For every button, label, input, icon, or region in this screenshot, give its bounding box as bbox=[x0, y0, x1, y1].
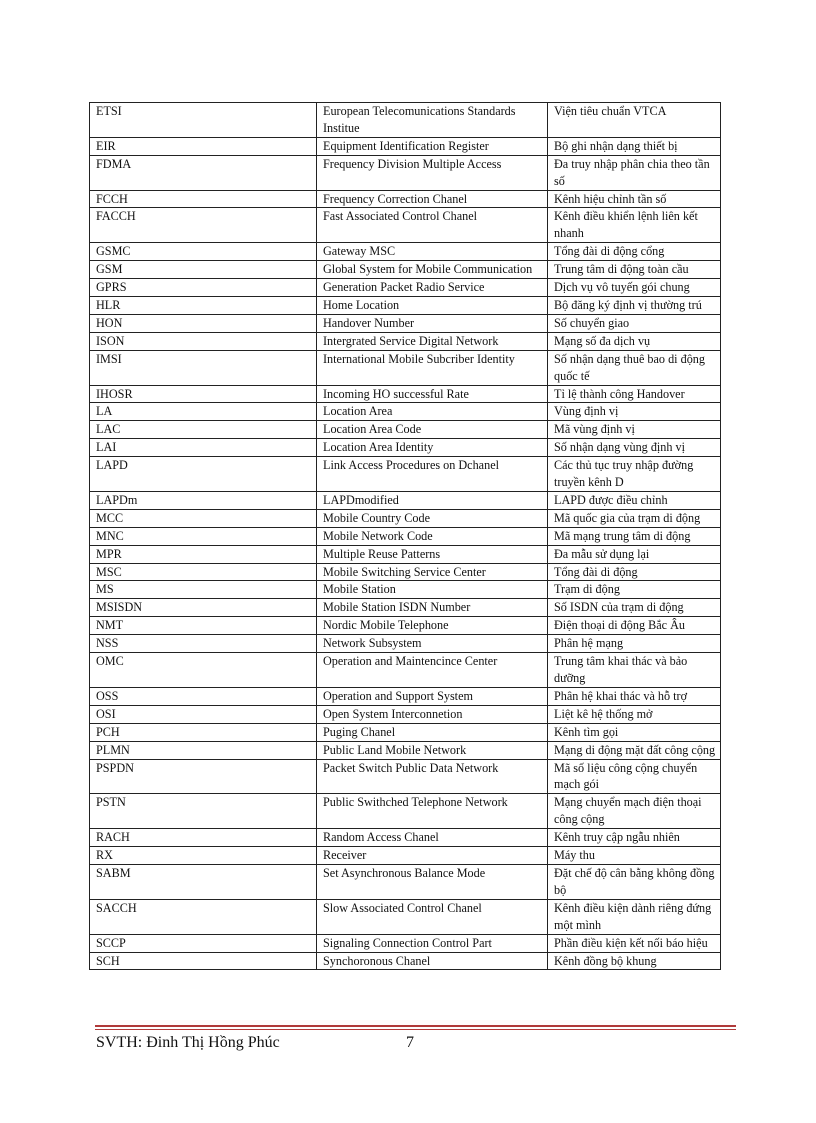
abbreviation-cell: LAI bbox=[90, 439, 317, 457]
vietnamese-term-cell: LAPD được điều chỉnh bbox=[548, 491, 721, 509]
abbreviation-cell: SACCH bbox=[90, 899, 317, 934]
abbreviation-cell: FCCH bbox=[90, 190, 317, 208]
abbreviation-cell: SCH bbox=[90, 952, 317, 970]
table-row bbox=[90, 687, 721, 705]
english-term-cell: Operation and Maintencince Center bbox=[317, 653, 548, 688]
table-row bbox=[90, 155, 721, 190]
english-term-cell: Signaling Connection Control Part bbox=[317, 934, 548, 952]
vietnamese-term-cell: Kênh đồng bộ khung bbox=[548, 952, 721, 970]
abbreviation-cell: IMSI bbox=[90, 350, 317, 385]
english-term-cell: European Telecomunications Standards Institue bbox=[317, 103, 548, 138]
abbreviation-table-body bbox=[90, 103, 721, 970]
table-row bbox=[90, 491, 721, 509]
english-term-cell: Multiple Reuse Patterns bbox=[317, 545, 548, 563]
abbreviation-cell: PLMN bbox=[90, 741, 317, 759]
vietnamese-term-cell: Trạm di động bbox=[548, 581, 721, 599]
english-term-cell: Receiver bbox=[317, 847, 548, 865]
abbreviation-cell: MPR bbox=[90, 545, 317, 563]
english-term-cell: LAPDmodified bbox=[317, 491, 548, 509]
abbreviation-cell: FACCH bbox=[90, 208, 317, 243]
abbreviation-cell: PSTN bbox=[90, 794, 317, 829]
table-row bbox=[90, 829, 721, 847]
vietnamese-term-cell: Phân hệ mạng bbox=[548, 635, 721, 653]
abbreviation-cell: ETSI bbox=[90, 103, 317, 138]
table-row bbox=[90, 759, 721, 794]
english-term-cell: Generation Packet Radio Service bbox=[317, 279, 548, 297]
abbreviation-cell: NMT bbox=[90, 617, 317, 635]
english-term-cell: International Mobile Subcriber Identity bbox=[317, 350, 548, 385]
abbreviation-table bbox=[89, 102, 721, 970]
vietnamese-term-cell: Bộ ghi nhận dạng thiết bị bbox=[548, 137, 721, 155]
english-term-cell: Puging Chanel bbox=[317, 723, 548, 741]
abbreviation-cell: LAPD bbox=[90, 457, 317, 492]
vietnamese-term-cell: Trung tâm khai thác và bảo dưỡng bbox=[548, 653, 721, 688]
english-term-cell: Operation and Support System bbox=[317, 687, 548, 705]
table-row bbox=[90, 741, 721, 759]
english-term-cell: Mobile Switching Service Center bbox=[317, 563, 548, 581]
table-row bbox=[90, 723, 721, 741]
english-term-cell: Slow Associated Control Chanel bbox=[317, 899, 548, 934]
vietnamese-term-cell: Điện thoại di động Bắc Âu bbox=[548, 617, 721, 635]
vietnamese-term-cell: Tổng đài di động bbox=[548, 563, 721, 581]
abbreviation-cell: PSPDN bbox=[90, 759, 317, 794]
abbreviation-cell: ISON bbox=[90, 332, 317, 350]
vietnamese-term-cell: Số nhận dạng thuê bao di động quốc tế bbox=[548, 350, 721, 385]
table-row bbox=[90, 952, 721, 970]
english-term-cell: Public Swithched Telephone Network bbox=[317, 794, 548, 829]
table-row bbox=[90, 934, 721, 952]
abbreviation-cell: GSM bbox=[90, 261, 317, 279]
english-term-cell: Link Access Procedures on Dchanel bbox=[317, 457, 548, 492]
table-row bbox=[90, 350, 721, 385]
vietnamese-term-cell: Tổng đài di động cổng bbox=[548, 243, 721, 261]
abbreviation-cell: MNC bbox=[90, 527, 317, 545]
table-row bbox=[90, 545, 721, 563]
table-row bbox=[90, 563, 721, 581]
footer-rule-thick bbox=[95, 1025, 736, 1027]
abbreviation-cell: OMC bbox=[90, 653, 317, 688]
vietnamese-term-cell: Mã quốc gia của trạm di động bbox=[548, 509, 721, 527]
vietnamese-term-cell: Số nhận dạng vùng định vị bbox=[548, 439, 721, 457]
abbreviation-cell: MS bbox=[90, 581, 317, 599]
vietnamese-term-cell: Số chuyển giao bbox=[548, 314, 721, 332]
abbreviation-cell: RX bbox=[90, 847, 317, 865]
abbreviation-cell: HLR bbox=[90, 296, 317, 314]
english-term-cell: Frequency Correction Chanel bbox=[317, 190, 548, 208]
table-row bbox=[90, 314, 721, 332]
vietnamese-term-cell: Các thủ tục truy nhập đường truyền kênh D bbox=[548, 457, 721, 492]
abbreviation-cell: MSISDN bbox=[90, 599, 317, 617]
table-row bbox=[90, 527, 721, 545]
table-row bbox=[90, 261, 721, 279]
abbreviation-cell: OSI bbox=[90, 705, 317, 723]
vietnamese-term-cell: Kênh tìm gọi bbox=[548, 723, 721, 741]
english-term-cell: Synchoronous Chanel bbox=[317, 952, 548, 970]
vietnamese-term-cell: Phần điều kiện kết nối báo hiệu bbox=[548, 934, 721, 952]
vietnamese-term-cell: Đa truy nhập phân chia theo tần số bbox=[548, 155, 721, 190]
english-term-cell: Intergrated Service Digital Network bbox=[317, 332, 548, 350]
vietnamese-term-cell: Mạng số đa dịch vụ bbox=[548, 332, 721, 350]
table-row bbox=[90, 103, 721, 138]
english-term-cell: Random Access Chanel bbox=[317, 829, 548, 847]
abbreviation-cell: GSMC bbox=[90, 243, 317, 261]
vietnamese-term-cell: Kênh hiệu chỉnh tần số bbox=[548, 190, 721, 208]
vietnamese-term-cell: Dịch vụ vô tuyến gói chung bbox=[548, 279, 721, 297]
vietnamese-term-cell: Tỉ lệ thành công Handover bbox=[548, 385, 721, 403]
english-term-cell: Frequency Division Multiple Access bbox=[317, 155, 548, 190]
english-term-cell: Nordic Mobile Telephone bbox=[317, 617, 548, 635]
english-term-cell: Public Land Mobile Network bbox=[317, 741, 548, 759]
table-row bbox=[90, 332, 721, 350]
english-term-cell: Incoming HO successful Rate bbox=[317, 385, 548, 403]
vietnamese-term-cell: Kênh điều kiện dành riêng đứng một mình bbox=[548, 899, 721, 934]
english-term-cell: Mobile Network Code bbox=[317, 527, 548, 545]
table-row bbox=[90, 403, 721, 421]
abbreviation-cell: LA bbox=[90, 403, 317, 421]
table-row bbox=[90, 457, 721, 492]
abbreviation-cell: SCCP bbox=[90, 934, 317, 952]
vietnamese-term-cell: Mã số liệu công cộng chuyển mạch gói bbox=[548, 759, 721, 794]
english-term-cell: Fast Associated Control Chanel bbox=[317, 208, 548, 243]
english-term-cell: Location Area Code bbox=[317, 421, 548, 439]
table-row bbox=[90, 847, 721, 865]
abbreviation-cell: RACH bbox=[90, 829, 317, 847]
table-row bbox=[90, 635, 721, 653]
vietnamese-term-cell: Trung tâm di động toàn cầu bbox=[548, 261, 721, 279]
english-term-cell: Open System Interconnetion bbox=[317, 705, 548, 723]
vietnamese-term-cell: Liệt kê hệ thống mở bbox=[548, 705, 721, 723]
table-row bbox=[90, 208, 721, 243]
vietnamese-term-cell: Đa mẫu sử dụng lại bbox=[548, 545, 721, 563]
vietnamese-term-cell: Mạng chuyển mạch điện thoại công cộng bbox=[548, 794, 721, 829]
vietnamese-term-cell: Bộ đăng ký định vị thường trú bbox=[548, 296, 721, 314]
table-row bbox=[90, 653, 721, 688]
english-term-cell: Location Area Identity bbox=[317, 439, 548, 457]
table-row bbox=[90, 296, 721, 314]
abbreviation-cell: IHOSR bbox=[90, 385, 317, 403]
english-term-cell: Network Subsystem bbox=[317, 635, 548, 653]
table-row bbox=[90, 899, 721, 934]
abbreviation-cell: FDMA bbox=[90, 155, 317, 190]
abbreviation-cell: LAPDm bbox=[90, 491, 317, 509]
english-term-cell: Gateway MSC bbox=[317, 243, 548, 261]
table-row bbox=[90, 581, 721, 599]
abbreviation-cell: GPRS bbox=[90, 279, 317, 297]
abbreviation-cell: MSC bbox=[90, 563, 317, 581]
vietnamese-term-cell: Số ISDN của trạm di động bbox=[548, 599, 721, 617]
abbreviation-cell: OSS bbox=[90, 687, 317, 705]
table-row bbox=[90, 509, 721, 527]
footer-author: SVTH: Đinh Thị Hồng Phúc bbox=[96, 1034, 280, 1051]
table-row bbox=[90, 279, 721, 297]
abbreviation-cell: LAC bbox=[90, 421, 317, 439]
vietnamese-term-cell: Phân hệ khai thác và hỗ trợ bbox=[548, 687, 721, 705]
footer-rule-thin bbox=[95, 1029, 736, 1030]
table-row bbox=[90, 617, 721, 635]
abbreviation-cell: EIR bbox=[90, 137, 317, 155]
english-term-cell: Global System for Mobile Communication bbox=[317, 261, 548, 279]
abbreviation-cell: NSS bbox=[90, 635, 317, 653]
table-row bbox=[90, 190, 721, 208]
english-term-cell: Home Location bbox=[317, 296, 548, 314]
vietnamese-term-cell: Kênh điều khiển lệnh liên kết nhanh bbox=[548, 208, 721, 243]
vietnamese-term-cell: Đặt chế độ cân bằng không đồng bộ bbox=[548, 864, 721, 899]
english-term-cell: Mobile Country Code bbox=[317, 509, 548, 527]
table-row bbox=[90, 864, 721, 899]
table-row bbox=[90, 439, 721, 457]
english-term-cell: Location Area bbox=[317, 403, 548, 421]
english-term-cell: Equipment Identification Register bbox=[317, 137, 548, 155]
english-term-cell: Handover Number bbox=[317, 314, 548, 332]
table-row bbox=[90, 137, 721, 155]
english-term-cell: Packet Switch Public Data Network bbox=[317, 759, 548, 794]
table-row bbox=[90, 794, 721, 829]
vietnamese-term-cell: Mạng di động mặt đất công cộng bbox=[548, 741, 721, 759]
abbreviation-cell: SABM bbox=[90, 864, 317, 899]
abbreviation-cell: MCC bbox=[90, 509, 317, 527]
english-term-cell: Mobile Station bbox=[317, 581, 548, 599]
table-row bbox=[90, 385, 721, 403]
vietnamese-term-cell: Mã vùng định vị bbox=[548, 421, 721, 439]
footer-page-number: 7 bbox=[406, 1034, 414, 1051]
table-row bbox=[90, 421, 721, 439]
vietnamese-term-cell: Máy thu bbox=[548, 847, 721, 865]
vietnamese-term-cell: Vùng định vị bbox=[548, 403, 721, 421]
abbreviation-cell: HON bbox=[90, 314, 317, 332]
vietnamese-term-cell: Mã mạng trung tâm di động bbox=[548, 527, 721, 545]
vietnamese-term-cell: Viện tiêu chuẩn VTCA bbox=[548, 103, 721, 138]
vietnamese-term-cell: Kênh truy cập ngẫu nhiên bbox=[548, 829, 721, 847]
table-row bbox=[90, 705, 721, 723]
english-term-cell: Set Asynchronous Balance Mode bbox=[317, 864, 548, 899]
english-term-cell: Mobile Station ISDN Number bbox=[317, 599, 548, 617]
table-row bbox=[90, 243, 721, 261]
abbreviation-cell: PCH bbox=[90, 723, 317, 741]
table-row bbox=[90, 599, 721, 617]
